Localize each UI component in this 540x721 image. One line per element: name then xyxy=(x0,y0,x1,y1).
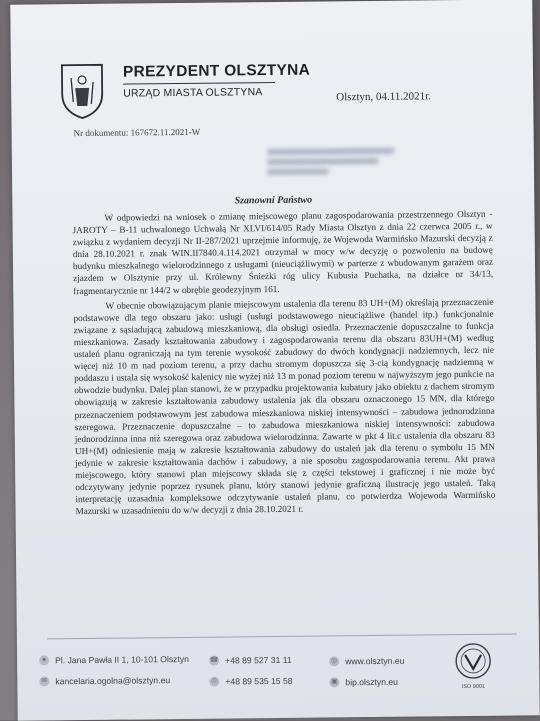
footer-phone-text: +48 89 527 31 11 xyxy=(225,654,292,666)
greeting: Szanowni Państwo xyxy=(234,194,313,207)
footer-phone xyxy=(209,655,292,666)
city-crest-icon xyxy=(59,62,106,120)
footer-email[interactable] xyxy=(39,675,170,686)
footer-address xyxy=(39,654,189,666)
envelope-icon: ✉ xyxy=(39,676,49,686)
footer-fax xyxy=(209,676,292,687)
bip-icon: ▣ xyxy=(329,677,339,687)
letter-date: Olsztyn, 04.11.2021r. xyxy=(336,90,431,104)
header-subtitle: URZĄD MIASTA OLSZTYNA xyxy=(123,86,263,100)
document-number: Nr dokumentu: 167672.11.2021-W xyxy=(73,126,201,139)
footer-fax-text: +48 89 535 15 58 xyxy=(225,675,293,687)
fax-icon: ⎙ xyxy=(209,677,219,687)
location-icon: ● xyxy=(39,655,49,665)
letter-page xyxy=(10,0,539,721)
badge-cert-text: ISO 9001 xyxy=(461,683,486,691)
footer-divider xyxy=(47,633,517,639)
header-title: PREZYDENT OLSZTYNA xyxy=(122,61,311,81)
header-divider xyxy=(123,82,275,85)
footer-address-text: Pl. Jana Pawła II 1, 10-101 Olsztyn xyxy=(55,653,189,666)
certification-badge-icon xyxy=(453,642,494,690)
letter-body xyxy=(72,208,495,521)
footer-bip[interactable] xyxy=(329,677,398,688)
phone-icon: ☎ xyxy=(209,656,219,666)
footer-web-text[interactable]: www.olsztyn.eu xyxy=(345,655,405,667)
body-paragraph-1: W odpowiedzi na wniosek o zmianę miejscowego planu zagospodarowania przestrzennego Olsztyn - JAROTY – B-11 uchwalonego Uchwałą Nr XLVI/614/05 Rady Miasta Olsztyn z dnia 22 czerwca 2005 r., w związku z wydaniem decyzji Nr II-287/2021 uprzejmie informuję, że Wojewoda Warmińsko Mazurski decyzją z dnia 28.10.2021 r. znak WIN.II7840.4.114.2021 otrzymał w mocy w/w decyzję o pozwoleniu na budowę budynku mieszkalnego wielorodzinnego z usługami (nieuciążliwymi) w parterze z wbudowanym garażem oraz zjazdem w Olsztynie przy ul. Królewny Śnieżki róg ulicy Kubusia Puchatka, na działce nr 34/13, fragmentarycznie nr 144/2 w obrębie geodezyjnym 161. xyxy=(72,208,494,296)
footer-bip-text[interactable]: bip.olsztyn.eu xyxy=(345,676,398,688)
body-paragraph-2: W obecnie obowiązującym planie miejscowym ustalenia dla terenu 83 UH+(M) określają przeznaczenie podstawowe dla tego obszaru jako: usługi (usługi podstawowego nieuciążliwe (handel itp.) funkcjonalnie związane z sąsiadującą zabudową mieszkaniową, dla obsługi osiedla. Przeznaczenie dopuszczalne to funkcja mieszkaniowa. Zasady kształtowania zabudowy i zagospodarowania terenu dla obszaru 83UH+(M) według ustaleń planu ograniczają na tym terenie wysokość zabudowy do dwóch kondygnacji nadziemnych, lecz nie więcej niż 10 m nad poziom terenu, a przy dachu stromym dopuszcza się 3-cią kondygnację nadziemną w poddaszu i ustala się wysokość kalenicy nie wyżej niż 13 m ponad poziom terenu w najwyższym jego punkcie na obwodzie budynku. Dalej plan stanowi, że w przypadku projektowania kubatury jako obiektu z dachem stromym obowiązują w zakresie kształtowania zabudowy ustalenia jak dla obszaru oznaczonego 15 MN, dla którego przeznaczeniem podstawowym jest zabudowa mieszkaniowa niskiej intensywności – zabudowa jednorodzinna szeregowa. Przeznaczenie dopuszczalne – to zabudowa mieszkaniowa niskiej intensywności: zabudowa jednorodzinna inna niż szeregowa oraz zabudowa wielorodzinna. Zawarte w pkt 4 lit.c ustalenia dla obszaru 83 UH+(M) odniesienie mają w zakresie kształtowania zabudowy do ustaleń jak dla terenu o symbolu 15 MN jedynie w zakresie kształtowania dachów i zabudowy, a nie sposobu zagospodarowania terenu. Akt prawa miejscowego, który stanowi plan miejscowy składa się z części tekstowej i graficznej i nie może być odczytywany jedynie poprzez rysunek planu, który stanowi jedynie graficzną ilustrację jego ustaleń. Taką interpretację uzasadnia kompleksowe odczytywanie ustaleń planu, co potwierdza Wojewoda Warmińsko Mazurski w uzasadnieniu do w/w decyzji z dnia 28.10.2021 r. xyxy=(73,296,496,517)
globe-icon: ◎ xyxy=(329,656,339,666)
addressee-redacted xyxy=(267,144,397,179)
footer-web[interactable] xyxy=(329,656,404,667)
footer-email-text[interactable]: kancelaria.ogolna@olsztyn.eu xyxy=(55,675,171,687)
